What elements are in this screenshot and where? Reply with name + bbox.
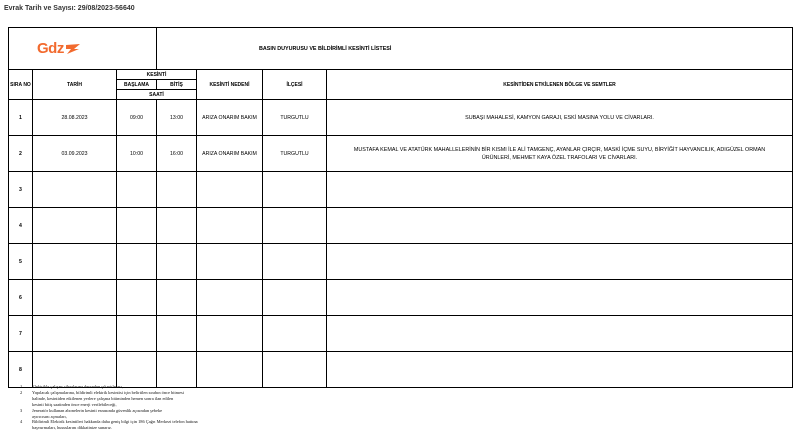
- row-reason: [197, 352, 263, 388]
- col-bitis: BİTİŞ: [157, 80, 197, 90]
- footnote-number: 2: [20, 389, 23, 395]
- row-end-time: [157, 172, 197, 208]
- row-reason: [197, 280, 263, 316]
- row-date: 28.08.2023: [33, 100, 117, 136]
- row-end-time: [157, 208, 197, 244]
- footnotes: [20, 384, 198, 431]
- gdz-logo: [37, 40, 81, 57]
- row-regions: [327, 172, 793, 208]
- row-district: [263, 244, 327, 280]
- footnote-line: Bildirimli Elektrik kesintileri hakkında daha geniş bilgi için 186 Çağrı Merkezi telefon hattına: [32, 419, 198, 425]
- row-start-time: [117, 280, 157, 316]
- row-date: [33, 208, 117, 244]
- logo-cell: [9, 28, 157, 70]
- footnote-number: 1: [20, 384, 23, 389]
- row-start-time: 10:00: [117, 136, 157, 172]
- footnote-number: 3: [20, 407, 23, 413]
- table-row: [9, 316, 793, 352]
- row-date: [33, 244, 117, 280]
- row-regions: MUSTAFA KEMAL VE ATATÜRK MAHALLELERİNİN BİR KISMI İLE ALİ TAMGENÇ, AYANLAR ÇIRÇIR, MASKİ İÇME SUYU, BİRYİĞİT HAYVANCILIK, ADIGÜZEL ORMAN ÜRÜNLERİ, MEHMET KAYA ÖZEL TRAFOLARI VE CİVARLARI.: [327, 136, 793, 172]
- row-start-time: [117, 172, 157, 208]
- row-regions: SUBAŞI MAHALESİ, KAMYON GARAJI, ESKİ MASINA YOLU VE CİVARLARI.: [327, 100, 793, 136]
- row-number: 6: [9, 280, 33, 316]
- row-district: [263, 172, 327, 208]
- footnote: [20, 408, 198, 420]
- row-number: 8: [9, 352, 33, 388]
- row-number: 4: [9, 208, 33, 244]
- footnote-number: 4: [20, 419, 23, 425]
- logo-lightning-icon: [65, 43, 81, 55]
- table-row: [9, 280, 793, 316]
- col-sira-no: SIRA NO: [9, 70, 33, 100]
- col-bolge: KESİNTİDEN ETKİLENEN BÖLGE VE SEMTLER: [327, 70, 793, 100]
- footnote-line: kesinti bitiş saatinden önce enerji verilebileceği,: [32, 401, 117, 407]
- row-end-time: [157, 316, 197, 352]
- row-date: 03.09.2023: [33, 136, 117, 172]
- row-start-time: [117, 352, 157, 388]
- row-end-time: [157, 352, 197, 388]
- row-reason: [197, 244, 263, 280]
- row-reason: ARIZA ONARIM BAKIM: [197, 136, 263, 172]
- logo-text: Gdz: [37, 40, 64, 57]
- table-row: [9, 136, 793, 172]
- table-row: [9, 352, 793, 388]
- footnote-line: Jeneratör kullanan abonelerin kesinti esnasında güvenlik açısından şebeke: [32, 407, 163, 413]
- col-tarih: TARİH: [33, 70, 117, 100]
- row-reason: [197, 316, 263, 352]
- row-start-time: [117, 208, 157, 244]
- row-regions: [327, 244, 793, 280]
- footnote: [20, 419, 198, 431]
- table-row: [9, 172, 793, 208]
- row-district: [263, 280, 327, 316]
- row-date: [33, 280, 117, 316]
- row-regions: [327, 208, 793, 244]
- row-number: 3: [9, 172, 33, 208]
- row-number: 7: [9, 316, 33, 352]
- row-regions: [327, 280, 793, 316]
- row-district: [263, 316, 327, 352]
- row-reason: [197, 172, 263, 208]
- col-ilcesi: İLÇESİ: [263, 70, 327, 100]
- document-title: BASIN DUYURUSU VE BİLDİRİMLİ KESİNTİ LİSTESİ: [157, 28, 793, 70]
- row-number: 1: [9, 100, 33, 136]
- col-kesinti: KESİNTİ: [117, 70, 197, 80]
- row-number: 5: [9, 244, 33, 280]
- table-row: [9, 244, 793, 280]
- footnote-line: başvurmaları, hususlarını dikkatinize sunarız.: [32, 425, 112, 431]
- row-regions: [327, 316, 793, 352]
- col-kesinti-nedeni: KESİNTİ NEDENİ: [197, 70, 263, 100]
- row-start-time: 09:00: [117, 100, 157, 136]
- col-saati: SAATİ: [117, 90, 197, 100]
- row-start-time: [117, 316, 157, 352]
- footnote-line: Yapılacak çalışmalarına, bildirimli elektrik kesintisi için belirtilen sırabın önce bitmesi: [32, 389, 184, 395]
- table-row: [9, 208, 793, 244]
- row-start-time: [117, 244, 157, 280]
- footnote: [20, 390, 198, 408]
- row-district: TURGUTLU: [263, 100, 327, 136]
- row-reason: ARIZA ONARIM BAKIM: [197, 100, 263, 136]
- header-row-1: [9, 70, 793, 80]
- row-district: TURGUTLU: [263, 136, 327, 172]
- row-date: [33, 316, 117, 352]
- row-end-time: [157, 244, 197, 280]
- outage-table: [8, 27, 793, 388]
- table-row: [9, 100, 793, 136]
- row-regions: [327, 352, 793, 388]
- row-date: [33, 352, 117, 388]
- footnote-line: ayırıcısını açmaları,: [32, 413, 67, 419]
- row-reason: [197, 208, 263, 244]
- row-district: [263, 352, 327, 388]
- col-baslama: BAŞLAMA: [117, 80, 157, 90]
- footnote-line: halinde, kesintiden etkilenen yerlere çalışma bitiminden hemen sonra ilan edilen: [32, 395, 174, 401]
- footnote-line: Elektrikle çalışan cihazlarına devreden çıkartılması,: [32, 384, 124, 389]
- row-end-time: 16:00: [157, 136, 197, 172]
- row-date: [33, 172, 117, 208]
- title-row: [9, 28, 793, 70]
- row-number: 2: [9, 136, 33, 172]
- row-end-time: 13:00: [157, 100, 197, 136]
- document-date-number: Evrak Tarih ve Sayısı: 29/08/2023-56640: [4, 5, 135, 12]
- row-district: [263, 208, 327, 244]
- row-end-time: [157, 280, 197, 316]
